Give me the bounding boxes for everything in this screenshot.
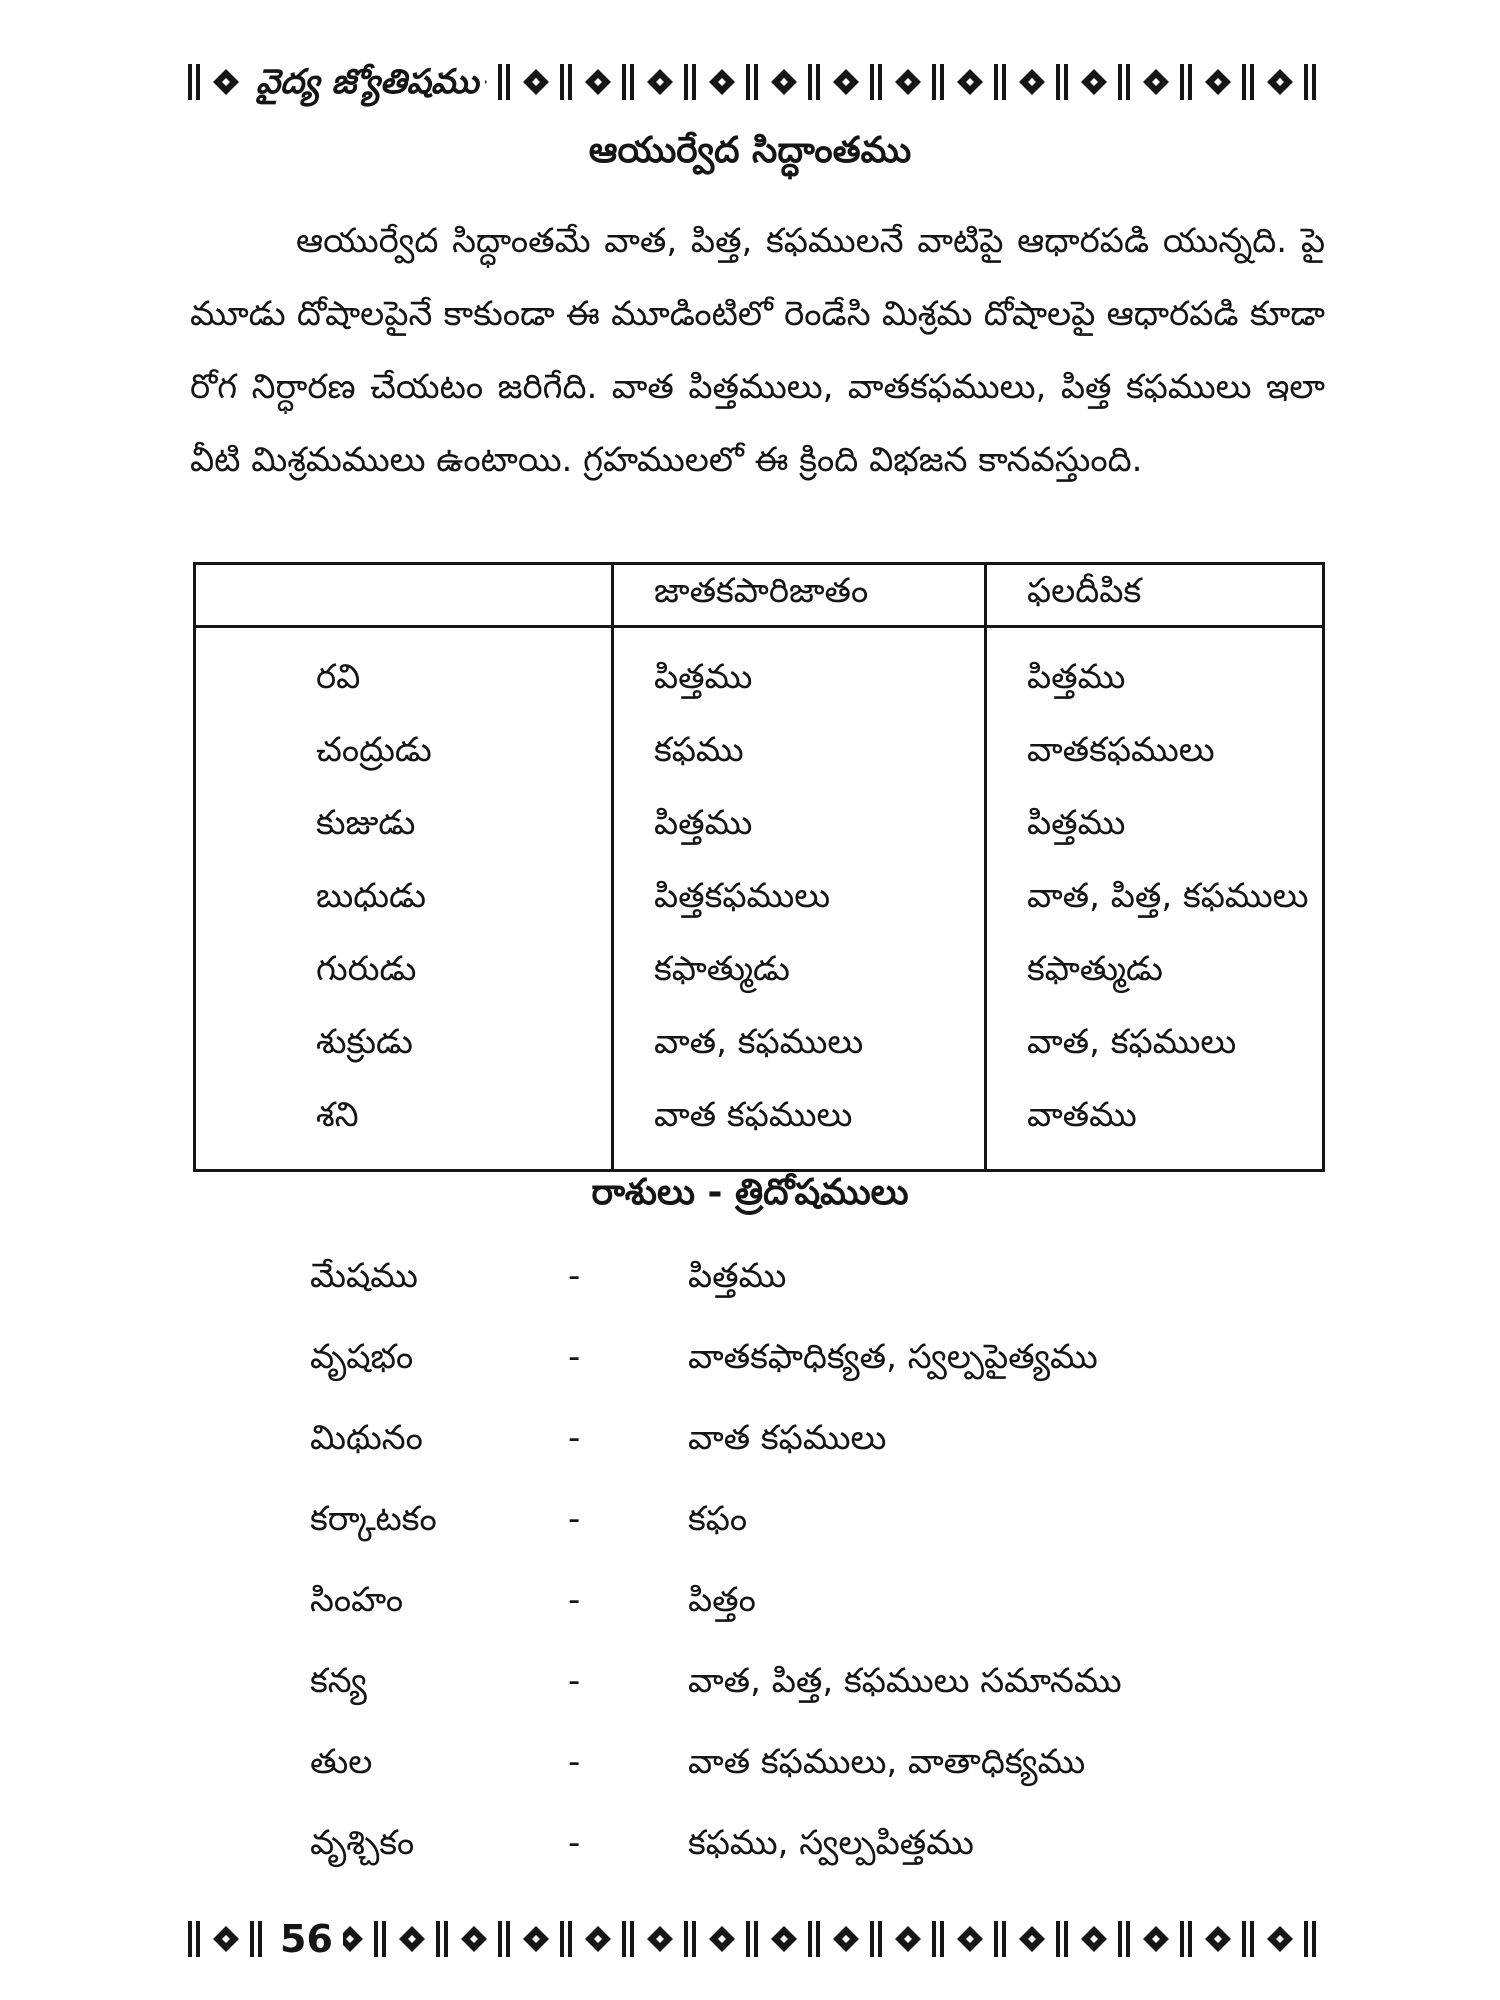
sign-name: కన్య — [310, 1661, 367, 1701]
diamond-ornament-icon — [188, 1915, 1320, 1963]
table-row — [195, 1009, 1324, 1082]
phaladeepika-value: వాతము — [1027, 1094, 1137, 1135]
table-row — [195, 863, 1324, 936]
list-item — [310, 1491, 1310, 1572]
jatakaparijatam-value: వాత, కఫములు — [613, 1009, 986, 1082]
phaladeepika-value: వాత, పిత్త, కఫములు — [1027, 875, 1309, 916]
jatakaparijatam-value: పిత్తకఫములు — [613, 863, 986, 936]
sign-dosha: పిత్తం — [688, 1580, 756, 1620]
section-title-rashulu: రాశులు - త్రిదోషములు — [591, 1172, 909, 1213]
sign-name: కర్కాటకం — [310, 1499, 437, 1539]
list-item — [310, 1572, 1310, 1653]
table-row — [195, 627, 1324, 718]
sign-dosha: వాత, పిత్త, కఫములు సమానము — [688, 1661, 1122, 1701]
planet-name: రవి — [195, 627, 613, 718]
sign-name: వృశ్చికం — [310, 1823, 415, 1863]
planet-dosha-table — [193, 562, 1325, 1172]
phaladeepika-value: వాతకఫములు — [1027, 729, 1215, 770]
separator-dash: - — [568, 1256, 581, 1296]
sign-name: వృషభం — [310, 1337, 414, 1377]
sign-name: తుల — [310, 1742, 373, 1782]
jatakaparijatam-value: కఫము — [613, 717, 986, 790]
separator-dash: - — [568, 1499, 581, 1539]
list-item — [310, 1329, 1310, 1410]
planet-name: శని — [195, 1082, 613, 1171]
list-item — [310, 1248, 1310, 1329]
phaladeepika-value: వాత, కఫములు — [1027, 1021, 1237, 1062]
footer-ornament-strip — [188, 1915, 1320, 1963]
sign-dosha: కఫము, స్వల్పపిత్తము — [688, 1823, 974, 1863]
list-item — [310, 1653, 1310, 1734]
list-item — [310, 1815, 1310, 1896]
sign-dosha: వాత కఫములు, వాతాధిక్యము — [688, 1742, 1086, 1782]
sign-dosha: పిత్తము — [688, 1256, 787, 1296]
sign-name: మిథునం — [310, 1418, 423, 1458]
planet-name: గురుడు — [195, 936, 613, 1009]
planet-name: కుజుడు — [195, 790, 613, 863]
sign-dosha: వాతకఫాధిక్యత, స్వల్పపైత్యము — [688, 1337, 1098, 1377]
table-row — [195, 790, 1324, 863]
sign-dosha: కఫం — [688, 1499, 748, 1539]
intro-paragraph: ఆయుర్వేద సిద్ధాంతమే వాత, పిత్త, కఫములనే వాటిపై ఆధారపడి యున్నది. పై మూడు దోషాలపైనే కాకుండా ఈ మూడింటిలో రెండేసి మిశ్రమ దోషాలపై ఆధారపడి కూడా రోగ నిర్ధారణ చేయటం జరిగేది. వాత పిత్తములు, వాతకఫములు, పిత్త కఫములు ఇలా వీటి మిశ్రమములు ఉంటాయి. గ్రహములలో ఈ క్రింది విభజన కానవస్తుంది. — [190, 221, 1325, 480]
table-header-jatakaparijatam: జాతకపారిజాతం — [613, 564, 986, 627]
list-item — [310, 1410, 1310, 1491]
sign-dosha: వాత కఫములు — [688, 1418, 887, 1458]
running-head: వైద్య జ్యోతిషము — [250, 60, 485, 104]
list-item — [310, 1734, 1310, 1815]
planet-name: చంద్రుడు — [195, 717, 613, 790]
separator-dash: - — [568, 1661, 581, 1701]
jatakaparijatam-value: వాత కఫములు — [613, 1082, 986, 1171]
section-title-ayurveda: ఆయుర్వేద సిద్ధాంతము — [588, 130, 912, 171]
table-row — [195, 717, 1324, 790]
sign-name: సింహం — [310, 1580, 404, 1620]
jatakaparijatam-value: పిత్తము — [613, 627, 986, 718]
phaladeepika-value: పిత్తము — [1027, 656, 1126, 697]
phaladeepika-value: పిత్తము — [1027, 802, 1126, 843]
phaladeepika-value: కఫాత్ముడు — [1027, 948, 1163, 989]
table-row — [195, 936, 1324, 1009]
sign-dosha-list — [310, 1248, 1310, 1896]
jatakaparijatam-value: కఫాత్ముడు — [613, 936, 986, 1009]
table-header-row — [195, 564, 1324, 627]
planet-name: శుక్రుడు — [195, 1009, 613, 1082]
page-number: 56 — [270, 1916, 343, 1962]
separator-dash: - — [568, 1418, 581, 1458]
table-row — [195, 1082, 1324, 1171]
planet-name: బుధుడు — [195, 863, 613, 936]
sign-name: మేషము — [310, 1256, 418, 1296]
separator-dash: - — [568, 1337, 581, 1377]
separator-dash: - — [568, 1580, 581, 1620]
table-header-planet — [195, 564, 613, 627]
separator-dash: - — [568, 1742, 581, 1782]
jatakaparijatam-value: పిత్తము — [613, 790, 986, 863]
table-header-phaladeepika: ఫలదీపిక — [986, 564, 1324, 627]
separator-dash: - — [568, 1823, 581, 1863]
